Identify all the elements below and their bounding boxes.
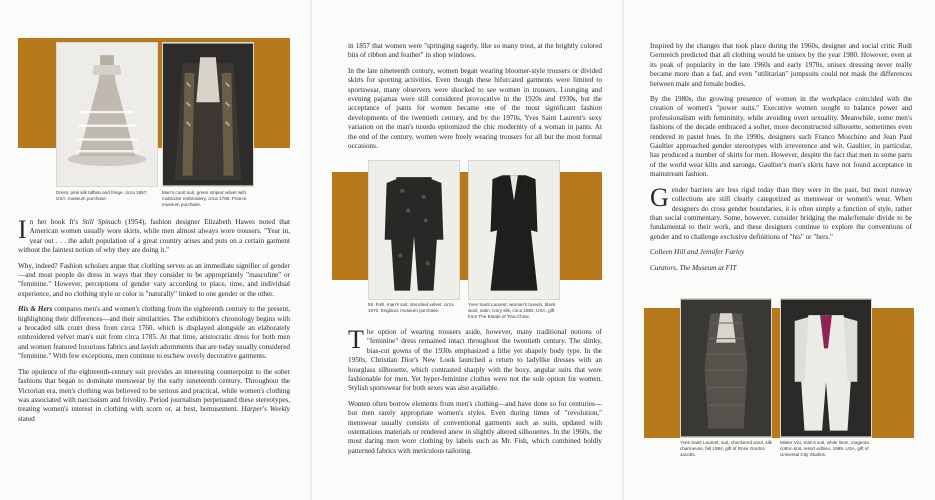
photo-court-suit — [162, 42, 254, 187]
paragraph: In the late nineteenth century, women began wearing bloomer-style trousers or divided skirts for sporting activities. Even though these bifurcated garments were limited to sportswear, many observers were shocked to see women in trousers. Lounging and evening pajamas were still considered provocative in the 1920s and 1930s, but the acceptance of pants for women became one of the most significant fashion developments of the twentieth century, and by the 1970s, Yves Saint Laurent's sexy variation on the man's tuxedo epitomized the chic modernity of a woman in pants. At the end of the century, women were freely wearing trousers for all but the most formal occasions. — [348, 66, 602, 151]
mister-vici-suit-illustration — [781, 299, 871, 437]
paragraph — [650, 182, 912, 242]
panel-left-text — [18, 215, 290, 493]
ysl-tuxedo-illustration — [469, 161, 559, 299]
dress-illustration — [57, 43, 157, 186]
panel-right — [624, 0, 935, 500]
paragraph-lead: The opulence of the eighteenth-century suit provides an interesting counterpoint to the sober fashions that began to dominate menswear by the early nineteenth century. Throughout the Victorian era, men's clothing was believed to be serious and practical, while women's clothing was associated with narcissism and frivolity. Period journalism perpetuated these stereotypes, treating women's interest in clothing with scorn or, at best, bemusement. — [18, 367, 290, 414]
intro-lead: n her book — [29, 218, 70, 226]
photo-caption: Man's court suit, green striped velvet with multicolor embroidery, circa 1785, France, museum purchase. — [162, 190, 248, 207]
drop-cap: T — [348, 325, 364, 354]
paragraph — [348, 325, 602, 394]
paragraph: in 1857 that women were "springing eagerly, like so many trout, at the brightly colored bits of ribbon and feather" in shop windows. — [348, 42, 602, 60]
photo-caption: Dress, pink silk taffeta and fringe, circa 1857, USA, museum purchase. — [56, 190, 148, 201]
checkered-suit-illustration — [681, 299, 771, 437]
paragraph: Why, indeed? Fashion scholars argue that clothing serves as an immediate signifier of gender—and most people do dress in ways that they consider to be appropriately "masculine" or "feminine." However, perceptions of gender vary according to place, time, and individual experience, and no clothing style or color is "naturally" linked to one gender or the other. — [18, 261, 290, 298]
panel-left — [0, 0, 310, 500]
drop-cap: G — [650, 182, 669, 212]
photo-mister-vici-suit — [780, 298, 872, 438]
panel-right-top-text — [650, 42, 912, 279]
paragraph-rest: he option of wearing trousers aside, however, many traditional notions of "feminine" dress remained intact throughout the twentieth century. The slinky, bias-cut gowns of the 1930s emphasized a lithe yet shapely body type. In the 1950s, Christian Dior's New Look launched a return to ladylike dresses with an hourglass silhouette, which contrasted sharply with the boxy, angular suits that were fashionable for men. Yet hyper-feminine clothes were not the sole option for women. Stylish sportswear for both sexes was also available. — [348, 328, 602, 393]
paragraph — [18, 368, 290, 424]
photo-victorian-dress — [56, 42, 158, 187]
magazine-title: Harper's Weekly — [241, 405, 290, 414]
panel-middle-top-text — [348, 42, 602, 157]
photo-mr-fish-suit — [368, 160, 460, 300]
photo-ysl-tuxedo — [468, 160, 560, 300]
photo-caption: Mister Vici, man's suit, white linen, magenta cotton knit, resort edition, 1989, USA, gift of Universal City Studios. — [780, 440, 869, 457]
paragraph: Inspired by the changes that took place during the 1960s, designer and social critic Rudi Gernreich predicted that all clothing would be unisex by the year 1980. However, even at its peak of popularity in the late 1960s and early 1970s, unisex dressing never really became more than a fad, and even "utilitarian" jumpsuits could not mask the differences between male and female bodies. — [650, 42, 912, 88]
panel-middle-bottom-text — [348, 325, 602, 462]
paragraph-rest: compares men's and women's clothing from the eighteenth century to the present, highlighting their differences—and their similarities. The exhibition's chronology begins with a brocaded silk court dress from circa 1760, which is displayed alongside an elaborately embroidered velvet man's suit from circa 1785. At that time, aristocratic dress for both men and women featured luxurious fabrics and lavish adornments that are today usually considered "feminine." With few exceptions, men continue to eschew overly decorative garments. — [18, 305, 290, 361]
paragraph: By the 1980s, the growing presence of women in the workplace coincided with the creation of women's "power suits." Executive women sought to balance power and professionalism with femininity, while avoiding overt sexuality. Meanwhile, some men's fashions of the decade embraced a softer, more deconstructed silhouette, sometimes even rendered in pastel hues. In the 1990s, designers such Franco Moschino and Jean Paul Gaultier approached gender stereotypes with irreverence and wit. Gaultier, in particular, has produced a number of skirts for men. However, despite the fact that men in some parts of the world wear kilts and sarongs, Gaultier's men's skirts have not found acceptance in mainstream fashion. — [650, 95, 912, 179]
curator-title: Curators, The Museum at FIT — [650, 263, 737, 272]
paragraph-tail: stated — [18, 414, 35, 423]
photo-caption: Yves Saint Laurent, suit, checkered wool, silk charmeuse, fall 1984, gift of Rose Gordon Jacobs. — [680, 440, 772, 457]
intro-rest: (1954), fashion designer Elizabeth Hawes noted that American women usually wore skirts, while men almost always wore trousers. "Year in, year out . . . the adult population of a great country arises and puts on a certain garment without the faintest notion of why they are doing it." — [18, 218, 290, 255]
book-title: It's Still Spinach — [69, 218, 122, 226]
exhibition-title: His & Hers — [18, 305, 53, 314]
photo-caption: Mr. Fish, man's suit, stenciled velvet, circa 1970, England, museum purchase. — [368, 302, 454, 313]
mr-fish-suit-illustration — [369, 161, 459, 299]
drop-cap: I — [18, 215, 27, 244]
intro-paragraph — [18, 215, 290, 256]
photo-caption: Yves Saint Laurent, woman's tuxedo, black wool, satin, ivory silk, circa 1982, USA, gift from The Estate of Tina Chow. — [468, 302, 556, 319]
curator-names: Colleen Hill and Jennifer Farley — [650, 248, 745, 257]
panel-middle — [312, 0, 622, 500]
court-suit-illustration — [163, 43, 253, 186]
paragraph: Women often borrow elements from men's clothing—and have done so for centuries—but men rarely appropriate women's styles. Even during times of "revolution," menswear usually consists of conventional garments such as suits, updated with ostentatious materials or rendered anew in slightly altered silhouettes. In the 1960s, the most daring men wore clothing by labels such as Mr. Fish, which combined boldly patterned fabrics with meticulous tailoring. — [348, 399, 602, 455]
photo-ysl-checkered-suit — [680, 298, 772, 438]
paragraph-rest: ender barriers are less rigid today than they were in the past, but most runway collections are still clearly categorized as menswear or women's wear. When designers do cross gender boundaries, it is often simply a function of style, rather than social commentary. Some, however, consider bridging the male/female divide to be fundamental to their work, and these designers continue to explore the conventions of gender and to challenge exclusive definitions of "his" or "hers." — [650, 185, 912, 241]
paragraph — [18, 305, 290, 361]
